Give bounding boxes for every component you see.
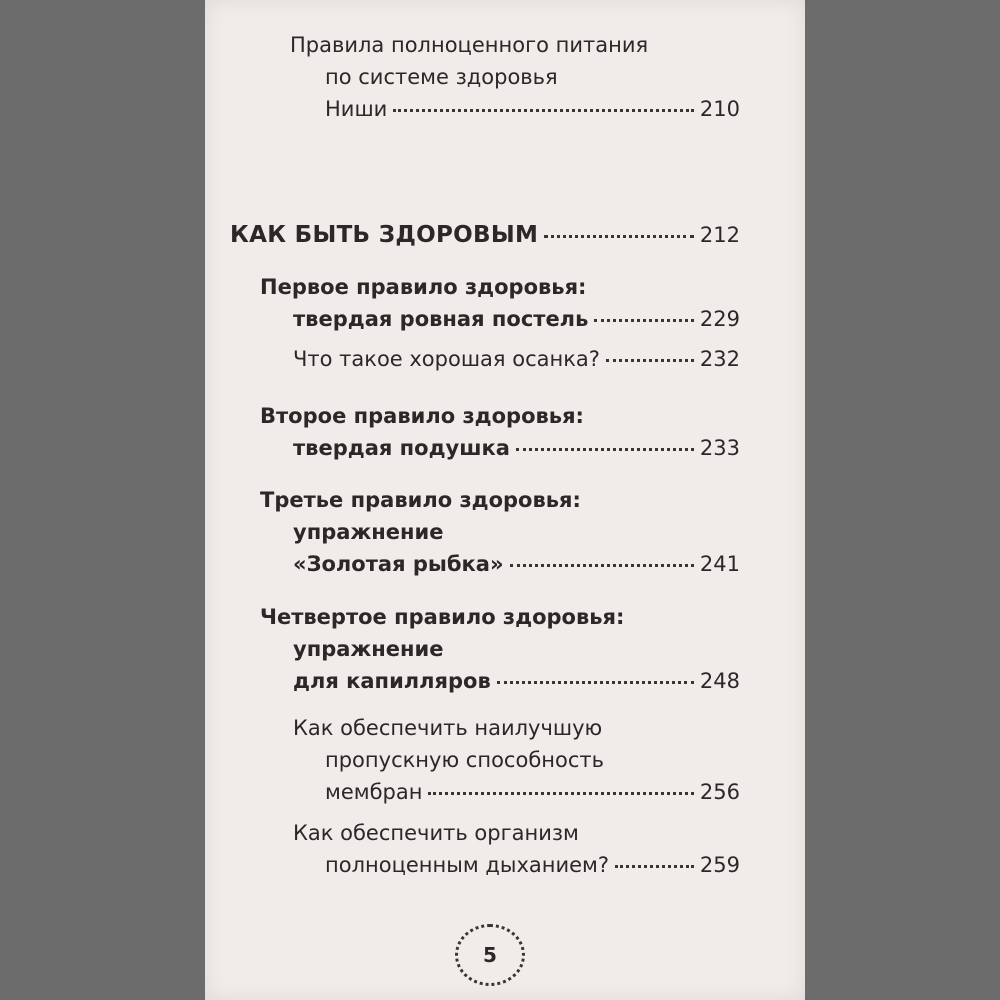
dot-leader bbox=[516, 432, 694, 451]
toc-entry-title: полноценным дыханием? bbox=[325, 853, 610, 877]
toc-line bbox=[205, 716, 805, 748]
toc-page-number: 212 bbox=[699, 223, 740, 247]
toc-entry bbox=[205, 716, 805, 812]
dot-leader bbox=[615, 849, 694, 868]
toc-line bbox=[205, 307, 805, 339]
toc-line bbox=[205, 97, 805, 129]
toc-entry-title: Третье правило здоровья: bbox=[260, 488, 581, 512]
toc-page-number: 229 bbox=[699, 307, 740, 331]
dot-leader bbox=[497, 665, 694, 684]
page-number: 5 bbox=[483, 943, 497, 967]
toc-entry bbox=[205, 821, 805, 885]
toc-page-number: 248 bbox=[699, 669, 740, 693]
toc-entry bbox=[205, 404, 805, 468]
toc-line bbox=[205, 552, 805, 584]
toc-entry-title: «Золотая рыбка» bbox=[293, 552, 504, 576]
toc-entry-title: пропускную способность bbox=[325, 748, 605, 772]
dot-leader bbox=[606, 343, 694, 362]
toc-line bbox=[205, 853, 805, 885]
toc-entry-title: твердая подушка bbox=[293, 436, 510, 460]
toc-entry-title: по системе здоровья bbox=[325, 65, 558, 89]
book-page bbox=[205, 0, 805, 1000]
toc-entry bbox=[205, 347, 805, 379]
toc-line bbox=[205, 436, 805, 468]
toc-entry bbox=[205, 275, 805, 339]
toc-entry-title: твердая ровная постель bbox=[293, 307, 589, 331]
dot-leader bbox=[428, 776, 693, 795]
toc-entry-title: Второе правило здоровья: bbox=[260, 404, 584, 428]
toc-entry-title: Правила полноценного питания bbox=[290, 33, 649, 57]
toc-page-number: 232 bbox=[699, 347, 740, 371]
toc-line bbox=[205, 222, 805, 254]
toc-line bbox=[205, 488, 805, 520]
toc-page-number: 259 bbox=[699, 853, 740, 877]
toc-page-number: 233 bbox=[699, 436, 740, 460]
toc-line bbox=[205, 605, 805, 637]
toc-entry bbox=[205, 33, 805, 129]
toc-entry-title: для капилляров bbox=[293, 669, 491, 693]
dot-leader bbox=[544, 219, 694, 238]
toc-entry-title: Первое правило здоровья: bbox=[260, 275, 587, 299]
toc-entry-title: Что такое хорошая осанка? bbox=[293, 347, 600, 371]
dot-leader bbox=[393, 93, 694, 112]
toc-entry-title: Ниши bbox=[325, 97, 388, 121]
toc-section-heading: КАК БЫТЬ ЗДОРОВЫМ bbox=[230, 222, 539, 248]
toc-line bbox=[205, 780, 805, 812]
toc-entry bbox=[205, 605, 805, 701]
toc-entry-title: Как обеспечить наилучшую bbox=[293, 716, 603, 740]
toc-page-number: 241 bbox=[699, 552, 740, 576]
toc-line bbox=[205, 33, 805, 65]
toc-line bbox=[205, 404, 805, 436]
dot-leader bbox=[594, 303, 694, 322]
toc-entry bbox=[205, 488, 805, 584]
toc-line bbox=[205, 669, 805, 701]
toc-entry-title: Четвертое правило здоровья: bbox=[260, 605, 625, 629]
toc-line bbox=[205, 520, 805, 552]
toc-entry-title: упражнение bbox=[293, 637, 444, 661]
toc-entry-title: мембран bbox=[325, 780, 423, 804]
page-folio bbox=[455, 924, 525, 986]
toc-entry bbox=[205, 222, 805, 254]
toc-line bbox=[205, 275, 805, 307]
toc-page-number: 256 bbox=[699, 780, 740, 804]
toc-line bbox=[205, 821, 805, 853]
toc-entry-title: упражнение bbox=[293, 520, 444, 544]
toc-entry-title: Как обеспечить организм bbox=[293, 821, 579, 845]
toc-page-number: 210 bbox=[699, 97, 740, 121]
toc-line bbox=[205, 347, 805, 379]
dot-leader bbox=[510, 548, 694, 567]
